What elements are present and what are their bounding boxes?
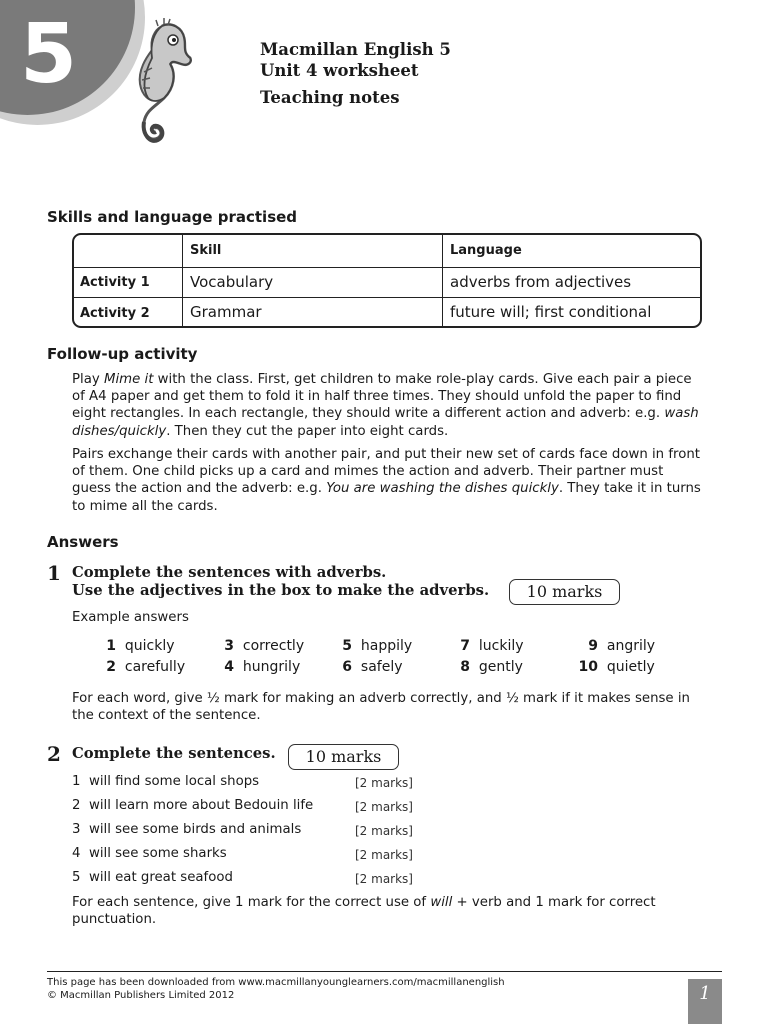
answer-item: 8 gently — [460, 659, 523, 675]
followup-paragraph-1: Play Mime it with the class. First, get children to make role-play cards. Give each pair a piece of A4 paper and get them to fold it in half three times. They should unfold the paper to find eight rectangles. In each rectangle, they should write a different action and adverb: e.g. wash dishes/quickly. Then they cut the paper into eight cards. — [72, 372, 699, 439]
answer-item: 6 safely — [342, 659, 403, 675]
question-2-marks-badge: 10 marks — [288, 744, 399, 770]
row-skill-2: Grammar — [190, 303, 262, 321]
row-language-2: future will; first conditional — [450, 303, 652, 321]
worksheet-title: Unit 4 worksheet — [260, 61, 419, 80]
answer-item: 4 hungrily — [224, 659, 301, 675]
answer-item: 9 angrily — [588, 638, 656, 654]
col-language-header: Language — [450, 243, 522, 258]
unit-number: 5 — [20, 7, 78, 102]
row-language-1: adverbs from adjectives — [450, 273, 632, 291]
q2-answer-marks: [2 marks] — [355, 848, 413, 862]
followup-heading: Follow-up activity — [47, 345, 198, 363]
answer-item: 5 happily — [342, 638, 413, 654]
answer-item: 3 correctly — [224, 638, 305, 654]
question-1-number: 1 — [47, 561, 61, 585]
notes-title: Teaching notes — [260, 88, 400, 107]
question-1-instruction-2: Use the adjectives in the box to make the adverbs. — [72, 582, 490, 599]
q2-answer-row: 1 will find some local shops — [72, 774, 260, 789]
seahorse-illustration — [100, 18, 195, 153]
q2-answer-marks: [2 marks] — [355, 872, 413, 886]
row-skill-1: Vocabulary — [190, 273, 274, 291]
q2-answer-marks: [2 marks] — [355, 800, 413, 814]
skills-heading: Skills and language practised — [47, 208, 298, 226]
question-2-marking-note: For each sentence, give 1 mark for the correct use of will + verb and 1 mark for correct punctuation. — [72, 895, 656, 928]
row-activity-2: Activity 2 — [80, 306, 150, 321]
answers-heading: Answers — [47, 533, 119, 551]
q2-answer-row: 5 will eat great seafood — [72, 870, 233, 885]
footer-copyright: © Macmillan Publishers Limited 2012 — [47, 990, 235, 1001]
row-activity-1: Activity 1 — [80, 275, 150, 290]
example-answers-label: Example answers — [72, 610, 189, 625]
footer-download-note: This page has been downloaded from www.macmillanyounglearners.com/macmillanenglish — [47, 977, 505, 988]
question-1-marks-badge: 10 marks — [509, 579, 620, 605]
col-skill-header: Skill — [190, 243, 222, 258]
answer-item: 7 luckily — [460, 638, 524, 654]
q2-answer-marks: [2 marks] — [355, 824, 413, 838]
followup-paragraph-2: Pairs exchange their cards with another pair, and put their new set of cards face down in front of them. One child picks up a card and mimes the action and adverb. Their partner must guess the action and the adverb: e.g. You are washing the dishes quickly. They take it in turns to mime all the cards. — [72, 447, 701, 514]
q2-answer-row: 2 will learn more about Bedouin life — [72, 798, 314, 813]
skills-table — [72, 233, 702, 328]
answer-item: 10 quietly — [578, 659, 655, 675]
page-number: 1 — [688, 979, 722, 1024]
answer-item: 2 carefully — [106, 659, 186, 675]
q2-answer-row: 4 will see some sharks — [72, 846, 227, 861]
question-1-instruction-1: Complete the sentences with adverbs. — [72, 564, 387, 581]
question-1-marking-note: For each word, give ½ mark for making an adverb correctly, and ½ mark if it makes sense in the context of the sentence. — [72, 691, 690, 724]
answer-item: 1 quickly — [106, 638, 175, 654]
footer-divider — [47, 971, 722, 972]
book-title: Macmillan English 5 — [260, 40, 451, 59]
q2-answer-row: 3 will see some birds and animals — [72, 822, 302, 837]
question-2-number: 2 — [47, 742, 61, 766]
q2-answer-marks: [2 marks] — [355, 776, 413, 790]
question-2-instruction: Complete the sentences. — [72, 745, 276, 762]
